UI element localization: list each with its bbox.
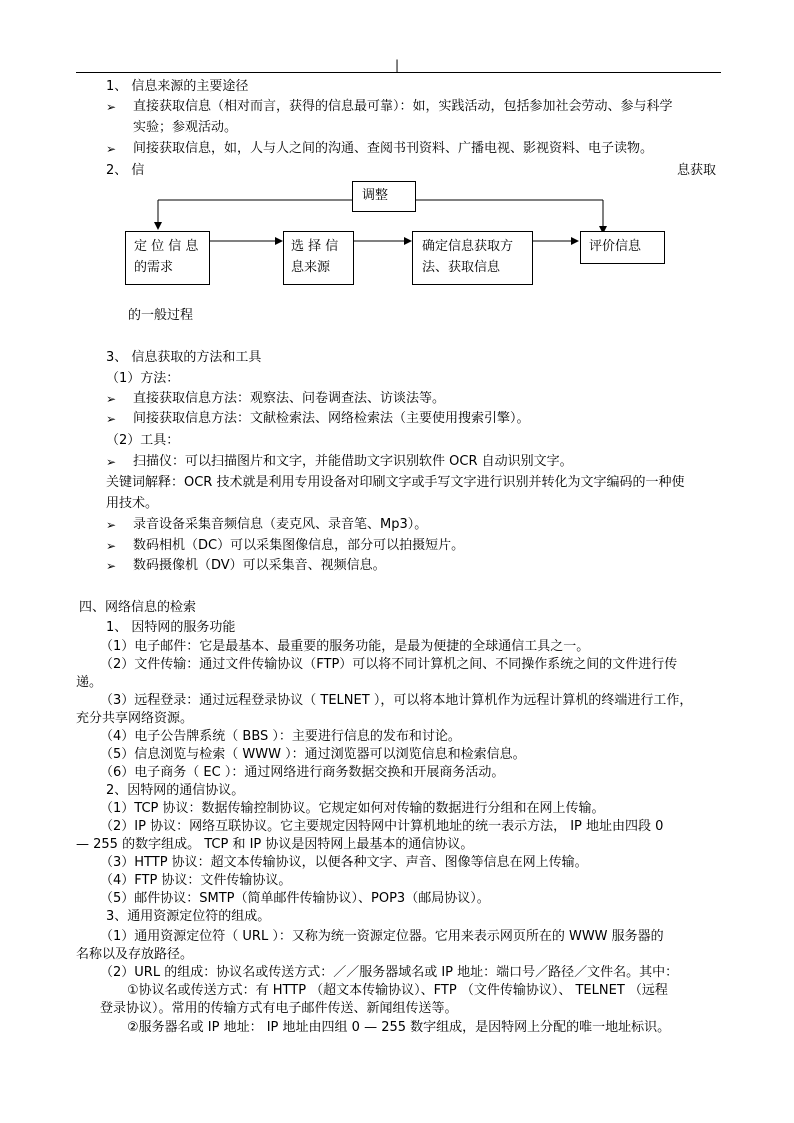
section-1-title: 1、 信息来源的主要途径 xyxy=(106,79,249,94)
sec1-bullet-1-line-1: 直接获取信息（相对而言，获得的信息最可靠）：如，实践活动，包括参加社会劳动、参与科学 xyxy=(133,99,673,114)
step-2-line-2: 息来源 xyxy=(291,260,331,275)
url-definition-line-2: 名称以及存放路径。 xyxy=(76,947,194,962)
bullet-arrow-icon: ➢ xyxy=(106,142,117,156)
tools-title: （2）工具： xyxy=(106,433,180,448)
step-define-need-box xyxy=(125,231,210,285)
step-3-line-2: 法、获取信息 xyxy=(422,260,501,275)
service-email: （1）电子邮件：它是最基本、最重要的服务功能，是最为便捷的全球通信工具之一。 xyxy=(100,639,590,654)
step-1-line-2: 的需求 xyxy=(134,260,174,275)
subsection-protocols: 2、因特网的通信协议。 xyxy=(106,783,245,798)
service-telnet-line-1: （3）远程登录：通过远程登录协议（ TELNET ），可以将本地计算机作为远程计算机的终端进行工作， xyxy=(100,693,693,708)
service-bbs: （4）电子公告牌系统（ BBS ）：主要进行信息的发布和讨论。 xyxy=(100,729,461,744)
protocol-ip-line-2: — 255 的数字组成。 TCP 和 IP 协议是因特网上最基本的通信协议。 xyxy=(76,837,474,852)
subsection-services: 1、 因特网的服务功能 xyxy=(106,620,236,635)
keyword-note-line-2: 用技术。 xyxy=(106,496,159,511)
section-2-title-left: 2、 信 xyxy=(106,163,145,178)
service-www: （5）信息浏览与检索（ WWW ）：通过浏览器可以浏览信息和检索信息。 xyxy=(100,747,526,762)
protocol-tcp: （1）TCP 协议：数据传输控制协议。它规定如何对传输的数据进行分组和在网上传输。 xyxy=(100,801,605,816)
method-direct: 直接获取信息方法：观察法、问卷调查法、访谈法等。 xyxy=(133,391,446,406)
tool-camera: 数码相机（DC）可以采集图像信息，部分可以拍摄短片。 xyxy=(133,538,465,553)
bullet-arrow-icon: ➢ xyxy=(106,455,117,469)
subsection-url: 3、通用资源定位符的组成。 xyxy=(106,909,271,924)
protocol-ftp: （4）FTP 协议：文件传输协议。 xyxy=(100,873,292,888)
bullet-arrow-icon: ➢ xyxy=(106,539,117,553)
adjust-label: 调整 xyxy=(362,188,389,203)
sec1-bullet-1-line-2: 实验；参观活动。 xyxy=(133,120,238,135)
service-ec: （6）电子商务（ EC ）：通过网络进行商务数据交换和开展商务活动。 xyxy=(100,765,505,780)
section-4-title: 四、网络信息的检索 xyxy=(79,600,197,615)
tool-scanner: 扫描仪：可以扫描图片和文字，并能借助文字识别软件 OCR 自动识别文字。 xyxy=(133,454,573,469)
section-2-tail: 的一般过程 xyxy=(128,308,194,323)
keyword-note-line-1: 关键词解释：OCR 技术就是利用专用设备对印刷文字或手写文字进行识别并转化为文字编码的一种使 xyxy=(106,475,685,490)
protocol-mail: （5）邮件协议：SMTP（简单邮件传输协议）、POP3（邮局协议）。 xyxy=(100,891,490,906)
step-1-line-1: 定 位 信 息 xyxy=(134,239,199,254)
section-2-title-right: 息获取 xyxy=(677,163,717,178)
step-determine-method-box xyxy=(412,231,533,285)
tool-video: 数码摄像机（DV）可以采集音、视频信息。 xyxy=(133,558,386,573)
step-4-label: 评价信息 xyxy=(589,239,642,254)
url-protocol-line-2: 登录协议）。常用的传输方式有电子邮件传送、新闻组传送等。 xyxy=(100,1001,458,1016)
adjust-box xyxy=(352,181,416,212)
service-ftp-line-1: （2）文件传输：通过文件传输协议（FTP）可以将不同计算机之间、不同操作系统之间的文件进行传 xyxy=(100,657,678,672)
bullet-arrow-icon: ➢ xyxy=(106,100,117,114)
bullet-arrow-icon: ➢ xyxy=(106,559,117,573)
url-server-address: ②服务器名或 IP 地址： IP 地址由四组 0 — 255 数字组成，是因特网上分配的唯一地址标识。 xyxy=(127,1020,671,1035)
url-composition: （2）URL 的组成：协议名或传送方式：／／服务器域名或 IP 地址：端口号／路径／文件名。其中： xyxy=(100,965,679,980)
sec1-bullet-2: 间接获取信息，如，人与人之间的沟通、查阅书刊资料、广播电视、影视资料、电子读物。 xyxy=(133,141,654,156)
url-protocol-line-1: ①协议名或传送方式：有 HTTP （超文本传输协议）、FTP （文件传输协议）、 TELNET （远程 xyxy=(127,983,668,998)
methods-title: （1）方法： xyxy=(106,371,180,386)
step-evaluate-box xyxy=(580,231,665,264)
tool-audio: 录音设备采集音频信息（麦克风、录音笔、Mp3）。 xyxy=(133,517,428,532)
header-mark: | xyxy=(395,58,400,72)
protocol-ip-line-1: （2）IP 协议：网络互联协议。它主要规定因特网中计算机地址的统一表示方法， IP 地址由四段 0 xyxy=(100,819,664,834)
service-telnet-line-2: 充分共享网络资源。 xyxy=(76,711,194,726)
step-2-line-1: 选 择 信 xyxy=(291,239,339,254)
url-definition-line-1: （1）通用资源定位符（ URL ）：又称为统一资源定位器。它用来表示网页所在的 WWW 服务器的 xyxy=(100,929,664,944)
protocol-http: （3）HTTP 协议：超文本传输协议，以便各种文字、声音、图像等信息在网上传输。 xyxy=(100,855,588,870)
step-3-line-1: 确定信息获取方 xyxy=(422,239,514,254)
bullet-arrow-icon: ➢ xyxy=(106,412,117,426)
bullet-arrow-icon: ➢ xyxy=(106,392,117,406)
step-select-source-box xyxy=(283,231,354,285)
bullet-arrow-icon: ➢ xyxy=(106,518,117,532)
section-3-title: 3、 信息获取的方法和工具 xyxy=(106,350,262,365)
service-ftp-line-2: 递。 xyxy=(76,675,103,690)
method-indirect: 间接获取信息方法：文献检索法、网络检索法（主要使用搜索引擎）。 xyxy=(133,411,530,426)
